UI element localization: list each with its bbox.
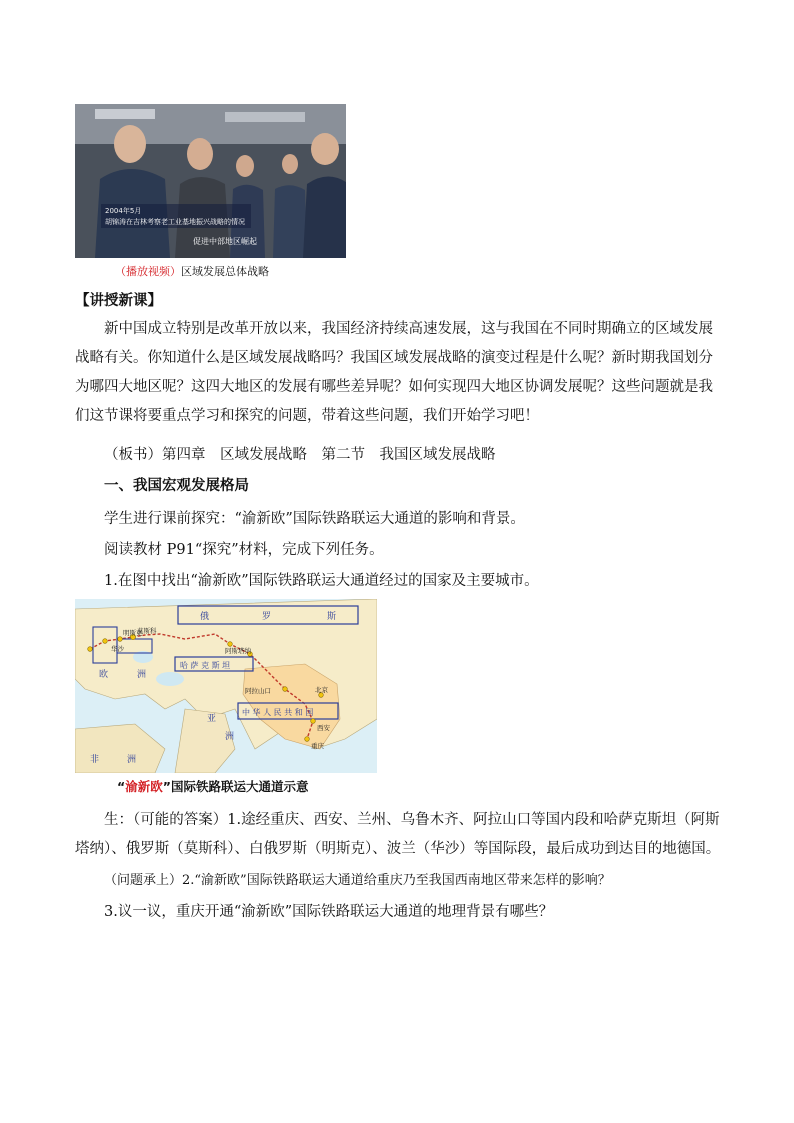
map-label-africa-1: 非	[90, 755, 100, 765]
map-label-africa-2: 洲	[127, 755, 137, 765]
answer-paragraph: 生：（可能的答案）1.途经重庆、西安、兰州、乌鲁木齐、阿拉山口等国内段和哈萨克斯坦（阿斯塔纳）、俄罗斯（莫斯科）、白俄罗斯（明斯克）、波兰（华沙）等国际段，最后成功到达目的地德国。	[75, 812, 721, 857]
map-label-europe-1: 欧	[99, 670, 109, 680]
video-still-photo	[75, 104, 346, 258]
caption-tag: （播放视频）	[115, 265, 181, 278]
map-label-asia-1: 亚	[207, 714, 217, 724]
map-label-kazakhstan: 哈 萨 克 斯 坦	[180, 661, 231, 670]
map-caption-rest: ”国际铁路联运大通道示意	[162, 779, 309, 794]
photo-caption	[115, 263, 269, 279]
map-city-xian: 西安	[317, 724, 330, 732]
task-1: 1.在图中找出“渝新欧”国际铁路联运大通道经过的国家及主要城市。	[104, 573, 539, 589]
map-city-astana: 阿斯塔纳	[225, 647, 251, 655]
railway-map	[75, 599, 377, 773]
map-city-alashankou: 阿拉山口	[245, 687, 271, 695]
intro-paragraph: 新中国成立特别是改革开放以来，我国经济持续高速发展，这与我国在不同时期确立的区域发展战略有关。你知道什么是区域发展战略吗？我国区域发展战略的演变过程是什么呢？新时期我国划分为哪四大地区呢？这四大地区的发展有哪些差异呢？如何实现四大地区协调发展呢？这些问题就是我们这节课将要重点学习和探究的问题，带着这些问题，我们开始学习吧！	[75, 321, 713, 424]
question-3: 3.议一议，重庆开通“渝新欧”国际铁路联运大通道的地理背景有哪些？	[104, 904, 554, 920]
read-instruction: 阅读教材 P91“探究”材料，完成下列任务。	[104, 542, 384, 558]
map-label-russia-2: 罗	[262, 612, 272, 622]
map-city-warsaw: 华沙	[111, 645, 124, 653]
photo-illustration	[75, 104, 346, 258]
heading-1: 一、我国宏观发展格局	[104, 478, 249, 494]
map-label-china: 中 华 人 民 共 和 国	[242, 708, 314, 717]
map-caption	[117, 778, 308, 796]
inquiry-line: 学生进行课前探究：“渝新欧”国际铁路联运大通道的影响和背景。	[104, 511, 525, 527]
map-label-europe-2: 洲	[137, 670, 147, 680]
map-city-minsk: 明斯克	[123, 629, 143, 637]
section-header: 【讲授新课】	[75, 293, 162, 309]
map-caption-quote-open: “	[117, 779, 126, 794]
map-caption-name: 渝新欧	[125, 779, 163, 794]
railway-map-svg	[75, 599, 377, 773]
map-city-chongqing: 重庆	[311, 742, 324, 750]
map-city-beijing: 北京	[315, 686, 328, 694]
question-2: （问题承上）2.“渝新欧”国际铁路联运大通道给重庆乃至我国西南地区带来怎样的影响？	[104, 873, 611, 888]
photo-overlay-line3: 促进中部地区崛起	[193, 237, 257, 246]
map-label-russia-1: 俄	[200, 612, 210, 622]
photo-overlay-line2: 胡锦涛在吉林考察老工业基地振兴战略的情况	[105, 218, 245, 226]
caption-text: 区域发展总体战略	[181, 265, 269, 278]
board-line: （板书）第四章 区域发展战略 第二节 我国区域发展战略	[104, 447, 496, 463]
map-label-asia-2: 洲	[225, 732, 235, 742]
map-label-russia-3: 斯	[327, 612, 337, 622]
map-city-moscow: 莫斯科	[137, 627, 157, 635]
photo-overlay-line1: 2004年5月	[105, 207, 142, 215]
